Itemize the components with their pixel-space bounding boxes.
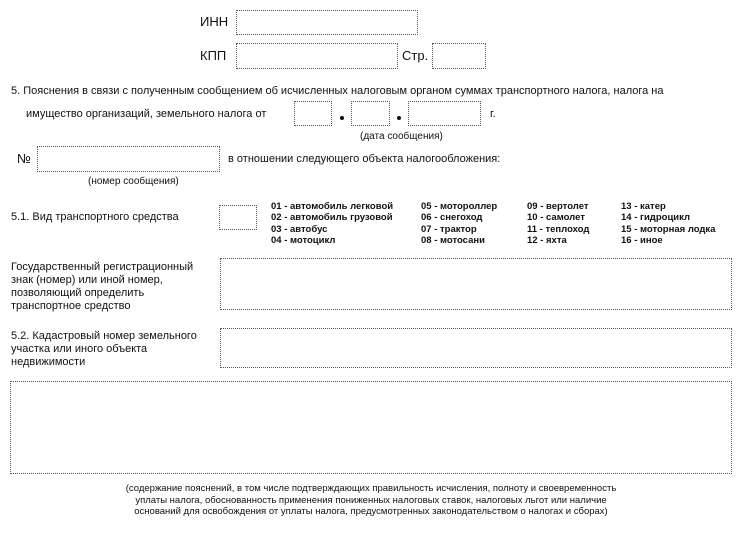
section-5-2-label-line: участка или иного объекта xyxy=(11,343,148,355)
date-year-input[interactable] xyxy=(408,101,481,126)
year-suffix: г. xyxy=(490,108,496,120)
reg-sign-label-line: знак (номер) или иной номер, xyxy=(11,274,163,286)
section-5-line-1: 5. Пояснения в связи с полученным сообщением об исчисленных налоговым органом суммах транспортного налога, налога на xyxy=(11,85,664,97)
vehicle-codes-col-2 xyxy=(421,201,497,247)
vehicle-code: 09 - вертолет xyxy=(527,201,589,212)
vehicle-codes-col-4 xyxy=(621,201,715,247)
date-month-input[interactable] xyxy=(351,101,390,126)
reg-sign-input[interactable] xyxy=(220,258,732,310)
section-5-1-label: 5.1. Вид транспортного средства xyxy=(11,211,179,223)
vehicle-code: 15 - моторная лодка xyxy=(621,223,716,235)
vehicle-type-input[interactable] xyxy=(219,205,257,230)
explanation-caption-line: оснований для освобождения от уплаты налога, предусмотренных законодательством о налогах и сборах) xyxy=(134,506,608,517)
vehicle-code: 05 - мотороллер xyxy=(421,201,498,212)
vehicle-code: 01 - автомобиль легковой xyxy=(271,201,394,212)
vehicle-code: 10 - самолет xyxy=(527,212,585,224)
explanation-caption xyxy=(10,483,732,518)
vehicle-code: 03 - автобус xyxy=(271,223,328,235)
section-5-line-2: имущество организаций, земельного налога от xyxy=(26,108,267,120)
reg-sign-label-line: транспортное средство xyxy=(11,300,131,312)
page-input[interactable] xyxy=(432,43,486,69)
reg-sign-label xyxy=(11,261,193,313)
explanation-caption-line: уплаты налога, обоснованность применения пониженных налоговых ставок, налоговых льгот или наличие xyxy=(135,494,607,506)
vehicle-code: 04 - мотоцикл xyxy=(271,235,336,247)
date-separator-dot xyxy=(397,116,401,120)
inn-input[interactable] xyxy=(236,10,418,35)
vehicle-code: 07 - трактор xyxy=(421,223,477,235)
vehicle-codes-col-1 xyxy=(271,201,393,247)
section-5-2-label-line: 5.2. Кадастровый номер земельного xyxy=(11,330,197,342)
kpp-label: КПП xyxy=(200,48,227,63)
reg-sign-label-line: позволяющий определить xyxy=(11,287,145,299)
number-caption: (номер сообщения) xyxy=(88,176,179,187)
page-label: Стр. xyxy=(402,48,429,63)
cadastral-number-input[interactable] xyxy=(220,328,732,368)
inn-label: ИНН xyxy=(200,14,229,29)
vehicle-code: 14 - гидроцикл xyxy=(621,212,691,224)
vehicle-codes-col-3 xyxy=(527,201,589,247)
vehicle-code: 13 - катер xyxy=(621,201,666,212)
vehicle-code: 16 - иное xyxy=(621,235,663,247)
vehicle-code: 12 - яхта xyxy=(527,235,567,247)
message-number-input[interactable] xyxy=(37,146,220,172)
date-caption: (дата сообщения) xyxy=(360,131,443,142)
vehicle-code: 11 - теплоход xyxy=(527,223,590,235)
date-day-input[interactable] xyxy=(294,101,332,126)
vehicle-code: 06 - снегоход xyxy=(421,212,483,224)
section-5-2-label-line: недвижимости xyxy=(11,356,86,368)
object-text: в отношении следующего объекта налогообложения: xyxy=(228,153,501,165)
reg-sign-label-line: Государственный регистрационный xyxy=(11,261,194,273)
kpp-input[interactable] xyxy=(236,43,398,69)
vehicle-code: 02 - автомобиль грузовой xyxy=(271,212,393,224)
explanation-caption-line: (содержание пояснений, в том числе подтверждающих правильность исчисления, полноту и своевременность xyxy=(125,483,617,494)
number-sign: № xyxy=(17,151,31,166)
vehicle-code: 08 - мотосани xyxy=(421,235,485,247)
explanation-content-input[interactable] xyxy=(10,381,732,474)
section-5-2-label xyxy=(11,330,197,369)
date-separator-dot xyxy=(340,116,344,120)
